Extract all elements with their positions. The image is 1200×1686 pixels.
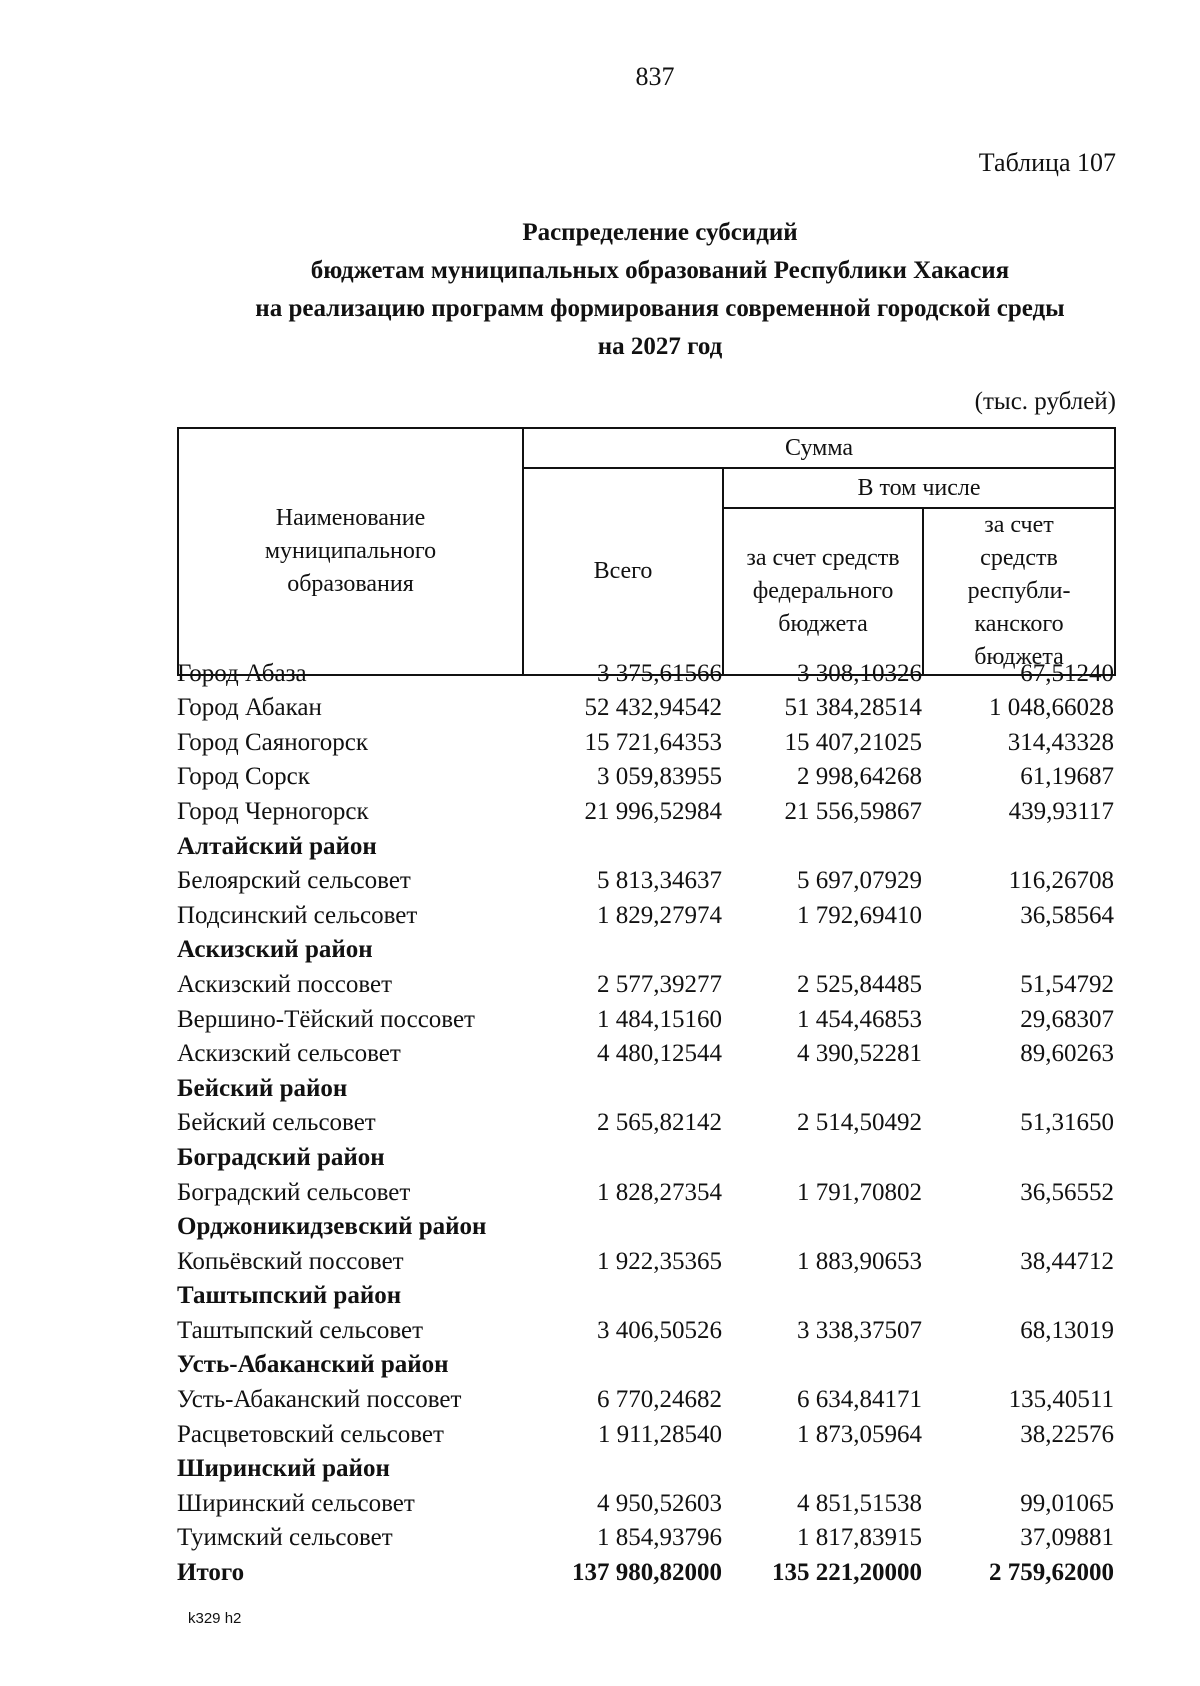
table-row	[177, 757, 1114, 792]
row-republican-cell: 314,43328	[1007, 728, 1114, 756]
row-name-cell: Таштыпский район	[177, 1282, 402, 1310]
row-total-cell: 52 432,94542	[584, 694, 722, 722]
row-name-cell: Копьёвский поссовет	[177, 1247, 404, 1275]
table-row	[177, 1483, 1114, 1518]
row-total-cell: 1 829,27974	[597, 901, 722, 929]
row-federal-cell: 1 883,90653	[797, 1247, 922, 1275]
table-row	[177, 1310, 1114, 1345]
row-federal-cell: 1 791,70802	[797, 1178, 922, 1206]
table-row	[177, 1518, 1114, 1553]
row-republican-cell: 36,58564	[1020, 901, 1114, 929]
row-total-cell: 1 911,28540	[597, 1420, 722, 1448]
title-line: бюджетам муниципальных образований Республики Хакасия	[310, 257, 1010, 284]
row-total-cell: 4 950,52603	[597, 1489, 722, 1517]
row-name-cell: Усть-Абаканский район	[177, 1351, 449, 1379]
row-republican-cell: 38,44712	[1020, 1247, 1114, 1275]
row-federal-cell: 5 697,07929	[797, 867, 922, 895]
row-total-cell: 2 577,39277	[597, 970, 722, 998]
row-name-cell: Город Черногорск	[177, 797, 369, 825]
row-name-cell: Боградский сельсовет	[177, 1178, 411, 1206]
table-row	[177, 895, 1114, 930]
row-name-cell: Расцветовский сельсовет	[177, 1420, 444, 1448]
row-name-cell: Туимский сельсовет	[177, 1524, 393, 1552]
row-republican-cell: 1 048,66028	[989, 694, 1114, 722]
row-federal-cell: 21 556,59867	[784, 797, 922, 825]
row-republican-cell: 51,31650	[1020, 1109, 1114, 1137]
district-heading-row	[177, 1207, 1114, 1242]
footer-code: k329 h2	[188, 1610, 242, 1627]
row-federal-cell: 3 308,10326	[797, 659, 922, 687]
document-title	[140, 214, 1180, 366]
row-federal-cell: 15 407,21025	[784, 728, 922, 756]
table-body	[177, 653, 1114, 1587]
district-heading-row	[177, 1068, 1114, 1103]
row-federal-cell: 1 792,69410	[797, 901, 922, 929]
row-name-cell: Город Сорск	[177, 763, 310, 791]
row-republican-cell: 116,26708	[1008, 867, 1114, 895]
header-federal: за счет средств федерального бюджета	[723, 508, 923, 675]
header-name-column: Наименование муниципального образования	[178, 428, 523, 675]
row-total-cell: 3 375,61566	[597, 659, 722, 687]
row-republican-cell: 135,40511	[1008, 1386, 1114, 1414]
row-name-cell: Бейский сельсовет	[177, 1109, 376, 1137]
row-federal-cell: 3 338,37507	[797, 1316, 922, 1344]
row-name-cell: Город Абакан	[177, 694, 322, 722]
row-total-cell: 15 721,64353	[584, 728, 722, 756]
row-total-cell: 1 828,27354	[597, 1178, 722, 1206]
row-total-cell: 1 854,93796	[597, 1524, 722, 1552]
header-sum: Сумма	[523, 428, 1115, 468]
row-federal-cell: 2 525,84485	[797, 970, 922, 998]
row-federal-cell: 1 873,05964	[797, 1420, 922, 1448]
table-row	[177, 1034, 1114, 1069]
district-heading-row	[177, 930, 1114, 965]
row-republican-cell: 439,93117	[1008, 797, 1114, 825]
district-heading-row	[177, 1345, 1114, 1380]
row-total-cell: 137 980,82000	[572, 1559, 722, 1587]
row-federal-cell: 1 817,83915	[797, 1524, 922, 1552]
row-republican-cell: 89,60263	[1020, 1040, 1114, 1068]
row-republican-cell: 51,54792	[1020, 970, 1114, 998]
row-total-cell: 4 480,12544	[597, 1040, 722, 1068]
title-line: Распределение субсидий	[522, 219, 798, 246]
row-name-cell: Боградский район	[177, 1143, 385, 1171]
row-total-cell: 6 770,24682	[597, 1386, 722, 1414]
row-name-cell: Таштыпский сельсовет	[177, 1316, 423, 1344]
header-including: В том числе	[723, 468, 1115, 508]
table-row	[177, 964, 1114, 999]
table-row	[177, 1379, 1114, 1414]
header-total: Всего	[523, 468, 723, 675]
table-row	[177, 791, 1114, 826]
row-federal-cell: 2 998,64268	[797, 763, 922, 791]
table-row	[177, 1241, 1114, 1276]
table-row	[177, 861, 1114, 896]
district-heading-row	[177, 1137, 1114, 1172]
row-republican-cell: 68,13019	[1020, 1316, 1114, 1344]
row-total-cell: 21 996,52984	[584, 797, 722, 825]
row-name-cell: Бейский район	[177, 1074, 348, 1102]
row-federal-cell: 1 454,46853	[797, 1005, 922, 1033]
row-name-cell: Ширинский сельсовет	[177, 1489, 415, 1517]
row-republican-cell: 38,22576	[1020, 1420, 1114, 1448]
table-row	[177, 688, 1114, 723]
row-name-cell: Вершино-Тёйский поссовет	[177, 1005, 475, 1033]
row-name-cell: Усть-Абаканский поссовет	[177, 1386, 462, 1414]
row-name-cell: Город Абаза	[177, 659, 307, 687]
row-republican-cell: 37,09881	[1020, 1524, 1114, 1552]
title-line: на реализацию программ формирования современной городской среды	[255, 295, 1065, 322]
row-federal-cell: 135 221,20000	[772, 1559, 922, 1587]
row-federal-cell: 4 390,52281	[797, 1040, 922, 1068]
table-row	[177, 722, 1114, 757]
district-heading-row	[177, 826, 1114, 861]
row-total-cell: 1 484,15160	[597, 1005, 722, 1033]
district-heading-row	[177, 1449, 1114, 1484]
row-name-cell: Подсинский сельсовет	[177, 901, 418, 929]
row-name-cell: Аскизский поссовет	[177, 970, 393, 998]
page-number: 837	[635, 62, 675, 91]
row-federal-cell: 2 514,50492	[797, 1109, 922, 1137]
row-federal-cell: 6 634,84171	[797, 1386, 922, 1414]
row-republican-cell: 61,19687	[1020, 763, 1114, 791]
table-header	[177, 427, 1116, 676]
units-note: (тыс. рублей)	[974, 388, 1116, 415]
district-heading-row	[177, 1276, 1114, 1311]
row-name-cell: Город Саяногорск	[177, 728, 369, 756]
header-republican: за счет средств республи-канского бюджета	[923, 508, 1115, 675]
table-label: Таблица 107	[978, 148, 1116, 177]
table-row	[177, 653, 1114, 688]
row-total-cell: 2 565,82142	[597, 1109, 722, 1137]
table-row	[177, 1414, 1114, 1449]
row-name-cell: Итого	[177, 1559, 245, 1587]
total-row	[177, 1552, 1114, 1587]
table-row	[177, 1103, 1114, 1138]
row-total-cell: 1 922,35365	[597, 1247, 722, 1275]
row-federal-cell: 4 851,51538	[797, 1489, 922, 1517]
row-republican-cell: 29,68307	[1020, 1005, 1114, 1033]
row-republican-cell: 99,01065	[1020, 1489, 1114, 1517]
row-total-cell: 3 059,83955	[597, 763, 722, 791]
row-total-cell: 3 406,50526	[597, 1316, 722, 1344]
row-republican-cell: 67,51240	[1020, 659, 1114, 687]
row-name-cell: Алтайский район	[177, 832, 377, 860]
row-federal-cell: 51 384,28514	[784, 694, 922, 722]
row-name-cell: Аскизский сельсовет	[177, 1040, 401, 1068]
table-row	[177, 999, 1114, 1034]
row-name-cell: Орджоникидзевский район	[177, 1213, 487, 1241]
row-name-cell: Ширинский район	[177, 1455, 390, 1483]
row-name-cell: Белоярский сельсовет	[177, 867, 411, 895]
table-row	[177, 1172, 1114, 1207]
row-total-cell: 5 813,34637	[597, 867, 722, 895]
row-republican-cell: 36,56552	[1020, 1178, 1114, 1206]
row-name-cell: Аскизский район	[177, 936, 373, 964]
title-line: на 2027 год	[597, 333, 723, 360]
row-republican-cell: 2 759,62000	[989, 1559, 1114, 1587]
